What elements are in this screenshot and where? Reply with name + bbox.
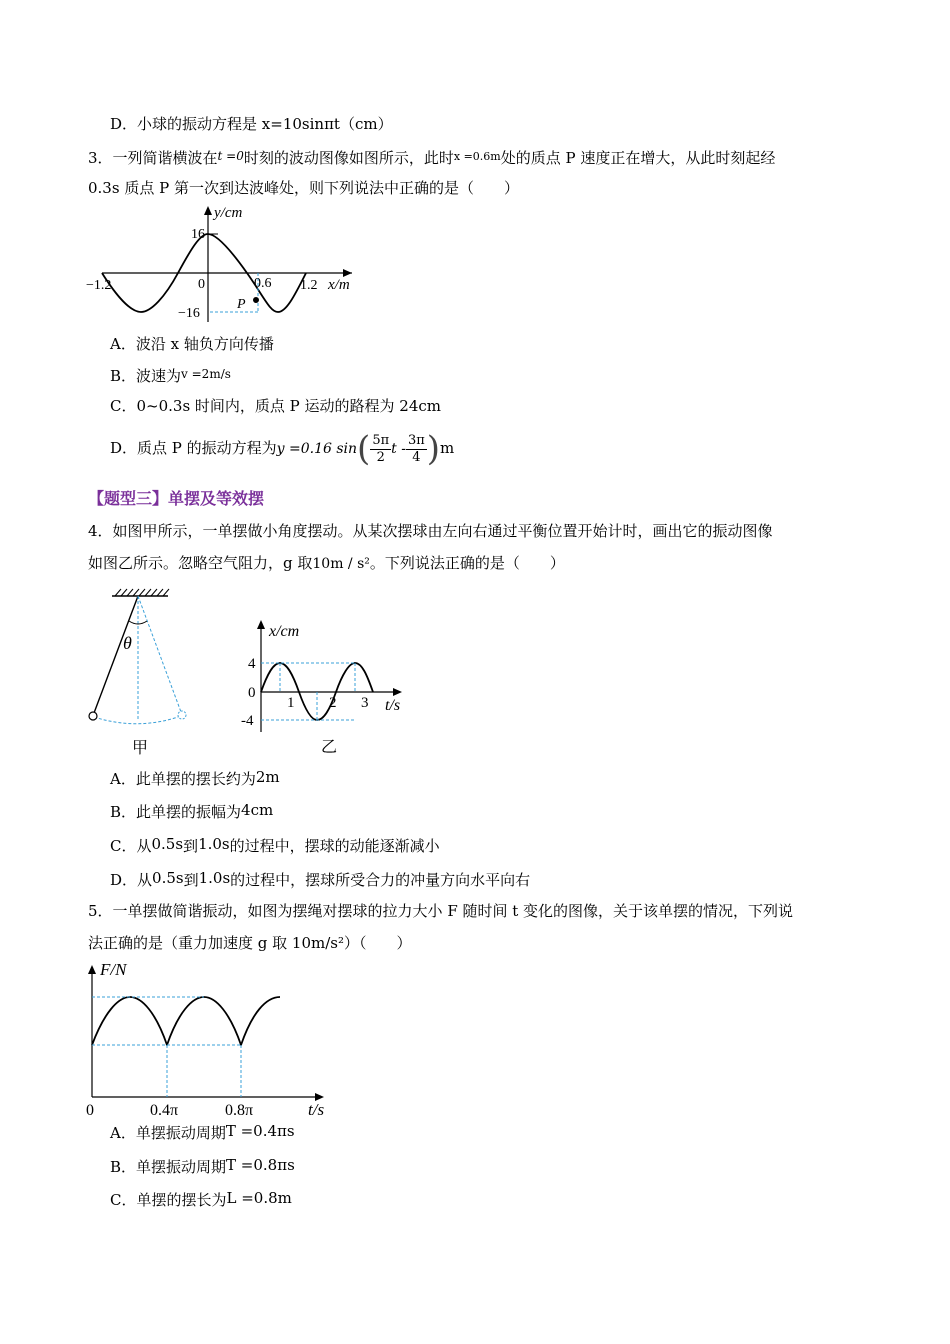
q4-tick-1: 1 — [287, 695, 295, 711]
q3-text-c: 处的质点 P 速度正在增大，从此时刻起经 — [500, 149, 776, 167]
q3-right-paren: ) — [426, 429, 441, 469]
q5-option-b-text: B．单摆振动周期 — [110, 1158, 227, 1176]
q3-math-t0: t =0 — [217, 149, 244, 163]
q3-wave-graph — [80, 200, 380, 325]
q4-tick-4: 4 — [248, 656, 256, 672]
q5-option-c-math: L =0.8m — [226, 1189, 292, 1207]
q4-line2-text-b: 。下列说法正确的是（ ） — [369, 554, 565, 572]
q4-option-d — [110, 868, 530, 890]
q4-option-d-text-a: D．从 — [110, 871, 153, 889]
q3-point-p-label: P — [237, 297, 246, 312]
q5-y-axis-label: F/N — [100, 960, 127, 979]
q3-y-axis-label: y/cm — [214, 205, 243, 221]
q4-option-d-text-c: 的过程中，摆球所受合力的冲量方向水平向右 — [230, 871, 531, 889]
q4-tick-2: 2 — [329, 695, 337, 711]
q5-force-graph — [80, 957, 340, 1117]
q4-option-a-text: A．此单摆的摆长约为 — [110, 770, 256, 788]
q4-figure-jia-label: 甲 — [132, 740, 149, 757]
q4-option-c-math1: 0.5s — [151, 835, 184, 853]
q5-x-axis-label: t/s — [308, 1100, 325, 1119]
q4-tick-0: 0 — [248, 685, 256, 701]
q3-text-a: 3．一列简谐横波在 — [88, 149, 218, 167]
q3-tick-neg1-2: −1.2 — [86, 278, 112, 293]
q4-line2-text-a: 如图乙所示。忽略空气阻力，g 取 — [88, 554, 313, 572]
q5-option-b-math: T =0.8πs — [226, 1156, 295, 1174]
q3-option-b-text: B．波速为 — [110, 367, 182, 385]
q3-tick-16: 16 — [191, 227, 205, 242]
q4-x-axis-label: t/s — [385, 697, 401, 714]
q3-text-b: 时刻的波动图像如图所示，此时 — [243, 149, 454, 167]
q3-option-d-text: D．质点 P 的振动方程为 — [110, 439, 277, 457]
q4-pendulum-figure — [80, 585, 210, 760]
q4-line1: 4．如图甲所示，一单摆做小角度摆动。从某次摆球由左向右通过平衡位置开始计时，画出它的振动图像 — [88, 522, 773, 540]
q3-option-d-t: t - — [391, 441, 406, 457]
q3-option-d — [110, 426, 454, 471]
q3-option-b-math: v =2m/s — [181, 367, 231, 381]
q3-option-c: C．0~0.3s 时间内，质点 P 运动的路程为 24cm — [110, 397, 442, 415]
q4-option-c-text-b: 到 — [183, 837, 199, 855]
q3-tick-0: 0 — [198, 277, 205, 292]
q3-option-d-math: y =0.16 sin — [276, 441, 358, 457]
q3-tick-neg16: −16 — [178, 306, 200, 321]
prev-option-d: D．小球的振动方程是 x=10sinπt（cm） — [110, 115, 393, 133]
q5-option-b — [110, 1155, 295, 1177]
q4-option-c-text-c: 的过程中，摆球的动能逐渐减小 — [229, 837, 440, 855]
q4-tick-neg4: -4 — [241, 713, 254, 729]
q3-line2: 0.3s 质点 P 第一次到达波峰处，则下列说法中正确的是（ ） — [88, 179, 519, 197]
q4-option-b-text: B．此单摆的振幅为 — [110, 803, 242, 821]
q4-figure-yi-label: 乙 — [321, 739, 338, 756]
q3-tick-0-6: 0.6 — [254, 276, 272, 291]
q5-option-a-text: A．单摆振动周期 — [110, 1124, 226, 1142]
q5-option-c — [110, 1188, 292, 1210]
q4-y-axis-label: x/cm — [269, 623, 300, 640]
q5-tick-0-4pi: 0.4π — [150, 1102, 179, 1119]
q4-line2 — [88, 553, 565, 574]
q4-option-c — [110, 834, 440, 856]
q3-fraction-2: $\frac{3\pi}{4}$ — [407, 432, 425, 465]
q4-option-d-text-b: 到 — [183, 871, 199, 889]
q4-option-a — [110, 767, 280, 789]
q3-left-paren: ( — [357, 429, 371, 469]
q5-tick-0: 0 — [86, 1102, 94, 1119]
q4-option-a-math: 2m — [255, 768, 280, 786]
q4-theta-label: θ — [123, 633, 132, 653]
q5-line2: 法正确的是（重力加速度 g 取 10m/s²）（ ） — [88, 934, 412, 952]
q4-option-b — [110, 800, 273, 822]
q4-tick-3: 3 — [361, 695, 369, 711]
q3-math-x06: x =0.6m — [453, 150, 501, 163]
q3-option-b — [110, 364, 231, 386]
q4-option-b-math: 4cm — [241, 801, 274, 819]
q3-tick-1-2: 1.2 — [300, 278, 318, 293]
q5-option-a — [110, 1121, 295, 1143]
q5-tick-0-8pi: 0.8π — [225, 1102, 254, 1119]
q3-option-d-unit: m — [440, 439, 455, 457]
section-header: 【题型三】单摆及等效摆 — [88, 489, 265, 508]
q5-line1: 5．一单摆做简谐振动，如图为摆绳对摆球的拉力大小 F 随时间 t 变化的图像，关于该单摆的情况，下列说 — [88, 902, 794, 920]
q4-option-d-math2: 1.0s — [198, 869, 231, 887]
q3-fraction-1: $\frac{5\pi}{2}$ — [372, 432, 390, 465]
q3-x-axis-label: x/m — [328, 277, 350, 293]
q5-option-c-text: C．单摆的摆长为 — [110, 1191, 227, 1209]
q3-option-a: A．波沿 x 轴负方向传播 — [110, 335, 274, 353]
q4-option-c-math2: 1.0s — [198, 835, 230, 853]
q4-oscillation-graph — [235, 612, 415, 762]
q4-option-c-text-a: C．从 — [110, 837, 152, 855]
q4-line2-math: 10m / s² — [312, 556, 370, 572]
q5-option-a-math: T =0.4πs — [225, 1122, 295, 1140]
q4-option-d-math1: 0.5s — [152, 869, 184, 887]
q3-line1 — [88, 146, 775, 168]
